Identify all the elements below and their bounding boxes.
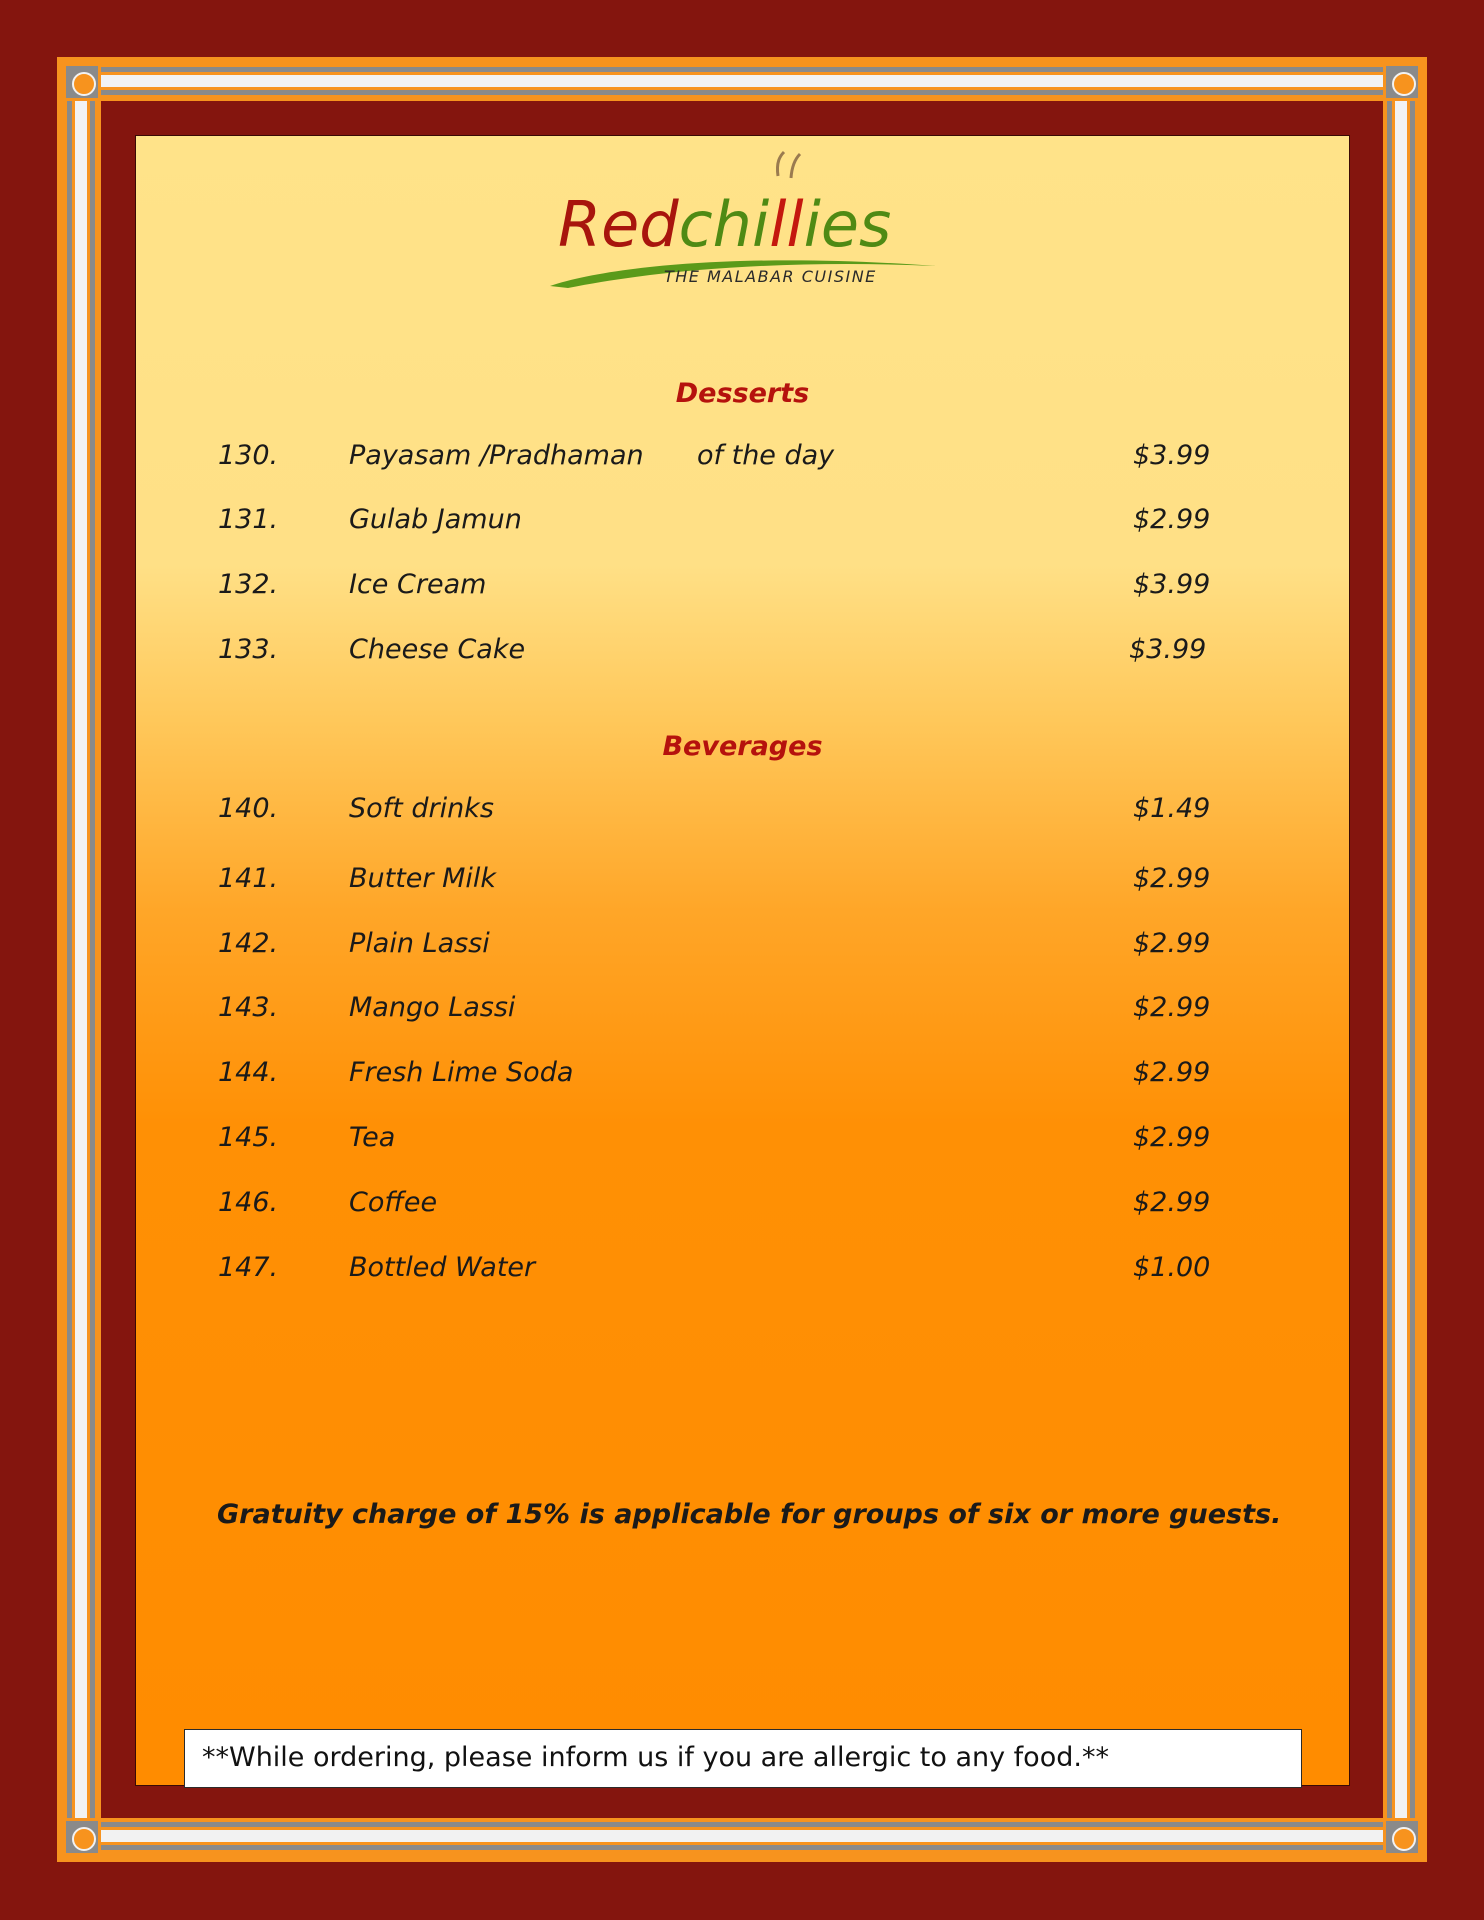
- item-number: 131.: [218, 504, 279, 535]
- item-name: Fresh Lime Soda: [349, 1057, 574, 1088]
- item-number: 146.: [218, 1187, 279, 1218]
- item-number: 144.: [218, 1057, 279, 1088]
- item-name: Cheese Cake: [349, 634, 526, 665]
- item-price: $2.99: [1133, 992, 1211, 1023]
- item-price: $3.99: [1133, 440, 1211, 471]
- frame-border-right: [1383, 63, 1421, 1856]
- menu-item-row: [135, 793, 1350, 833]
- item-note: of the day: [697, 440, 835, 471]
- item-name: Butter Milk: [349, 863, 497, 894]
- item-price: $2.99: [1133, 504, 1211, 535]
- gratuity-note: Gratuity charge of 15% is applicable for groups of six or more guests.: [217, 1499, 1282, 1530]
- beverages-heading: Beverages: [662, 731, 823, 762]
- item-price: $2.99: [1133, 863, 1211, 894]
- item-price: $3.99: [1133, 569, 1211, 600]
- item-price: $2.99: [1133, 1057, 1211, 1088]
- desserts-heading: Desserts: [675, 378, 810, 409]
- frame-corner-ornament: [1383, 1818, 1421, 1856]
- item-number: 147.: [218, 1252, 279, 1283]
- item-number: 145.: [218, 1122, 279, 1153]
- menu-item-row: [135, 1252, 1350, 1292]
- menu-item-row: [135, 634, 1350, 674]
- menu-item-row: [135, 992, 1350, 1032]
- menu-item-row: [135, 440, 1350, 480]
- menu-item-row: [135, 1187, 1350, 1227]
- menu-item-row: [135, 863, 1350, 903]
- frame-border-bottom: [63, 1818, 1421, 1856]
- item-price: $3.99: [1129, 634, 1207, 665]
- item-number: 141.: [218, 863, 279, 894]
- frame-border-top: [63, 63, 1421, 101]
- frame-corner-ornament: [63, 1818, 101, 1856]
- logo-brand-text: Redchillies: [558, 188, 892, 261]
- item-name: Plain Lassi: [349, 928, 490, 959]
- item-price: $1.00: [1133, 1252, 1211, 1283]
- item-price: $2.99: [1133, 928, 1211, 959]
- item-name: Soft drinks: [349, 793, 494, 824]
- item-number: 142.: [218, 928, 279, 959]
- frame-border-left: [63, 63, 101, 1856]
- menu-item-row: [135, 928, 1350, 968]
- menu-item-row: [135, 1057, 1350, 1097]
- item-number: 132.: [218, 569, 279, 600]
- frame-corner-ornament: [1383, 63, 1421, 101]
- item-name: Mango Lassi: [349, 992, 516, 1023]
- item-number: 143.: [218, 992, 279, 1023]
- item-number: 140.: [218, 793, 279, 824]
- redchillies-logo: [548, 148, 938, 288]
- item-number: 133.: [218, 634, 279, 665]
- logo-tagline-text: THE MALABAR CUISINE: [664, 267, 877, 286]
- menu-item-row: [135, 1122, 1350, 1162]
- allergy-notice-box: [184, 1729, 1302, 1788]
- item-price: $2.99: [1133, 1122, 1211, 1153]
- item-name: Gulab Jamun: [349, 504, 522, 535]
- item-number: 130.: [218, 440, 279, 471]
- item-name: Payasam /Pradhaman: [349, 440, 644, 471]
- item-name: Tea: [349, 1122, 396, 1153]
- item-name: Coffee: [349, 1187, 438, 1218]
- frame-corner-ornament: [63, 63, 101, 101]
- item-name: Ice Cream: [349, 569, 487, 600]
- item-name: Bottled Water: [349, 1252, 536, 1283]
- item-price: $2.99: [1133, 1187, 1211, 1218]
- item-price: $1.49: [1133, 793, 1211, 824]
- menu-item-row: [135, 569, 1350, 609]
- allergy-notice-text: **While ordering, please inform us if you are allergic to any food.**: [202, 1742, 1109, 1773]
- menu-item-row: [135, 504, 1350, 544]
